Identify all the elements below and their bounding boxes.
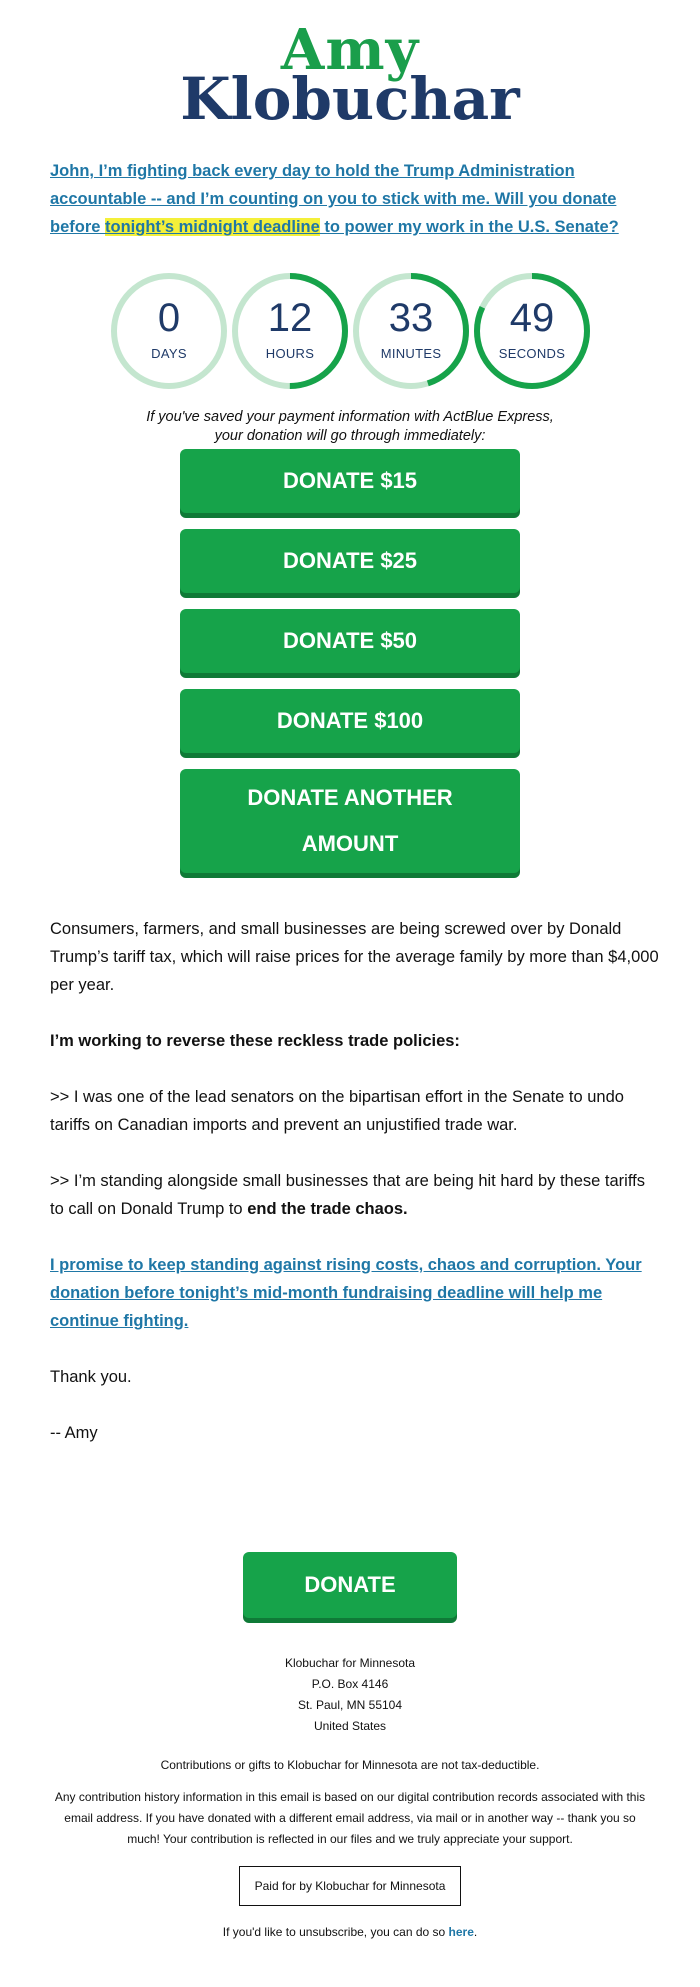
donate-button-label: DONATE xyxy=(304,1572,396,1597)
intro-text-1: John, I’m fighting back every day to hold the Trump Administration accountable -- and I’m counting on you to stick with me. Will you donate before xyxy=(50,162,617,236)
countdown-timer xyxy=(110,272,590,390)
actblue-express-note xyxy=(0,408,700,446)
countdown-days-label: DAYS xyxy=(151,346,187,361)
donate-15-button[interactable] xyxy=(180,449,520,513)
donate-50-button[interactable] xyxy=(180,609,520,673)
unsubscribe-link[interactable]: here xyxy=(448,1925,474,1939)
footer-org: Klobuchar for Minnesota xyxy=(284,1656,416,1670)
klobuchar-logo[interactable] xyxy=(0,17,700,133)
body-paragraph-2-wrap xyxy=(50,1027,660,1055)
intro-paragraph xyxy=(50,157,660,241)
donate-100-label: DONATE $100 xyxy=(276,708,424,733)
body-paragraph-4 xyxy=(50,1167,660,1223)
logo-last-name: Klobuchar xyxy=(180,65,520,133)
footer-tax-note: Contributions or gifts to Klobuchar for Minnesota are not tax-deductible. xyxy=(160,1758,540,1772)
thank-you-text: Thank you. xyxy=(50,1368,132,1386)
unsubscribe-line xyxy=(50,1922,650,1943)
body-paragraph-2: I’m working to reverse these reckless trade policies: xyxy=(50,1032,460,1050)
countdown-seconds-label: SECONDS xyxy=(498,346,566,361)
body-paragraph-4-bold: end the trade chaos. xyxy=(247,1200,408,1218)
footer-country: United States xyxy=(313,1719,387,1733)
countdown-hours-value: 12 xyxy=(267,296,313,340)
note-line-1: If you've saved your payment information with ActBlue Express, xyxy=(146,409,554,425)
footer-address xyxy=(50,1653,650,1737)
donate-100-button[interactable] xyxy=(180,689,520,753)
body-donate-link[interactable]: I promise to keep standing against rising costs, chaos and corruption. Your donation before tonight’s mid-month fundraising deadline will help me continue fighting. xyxy=(50,1256,642,1330)
footer-history-note: Any contribution history information in this email is based on our digital contribution records associated with this email address. If you have donated with a different email address, via mail or in another way -- thank you so much! Your contribution is reflected in our files and we truly appreciate your support. xyxy=(54,1790,646,1846)
countdown-seconds xyxy=(473,272,591,390)
intro-link[interactable] xyxy=(50,162,619,236)
logo-first-name: Amy xyxy=(280,17,420,83)
countdown-seconds-value: 49 xyxy=(509,296,555,340)
intro-text-2: to power my work in the U.S. Senate? xyxy=(319,218,619,236)
deadline-highlight: tonight’s midnight deadline xyxy=(105,218,320,236)
countdown-hours xyxy=(231,272,349,390)
unsubscribe-text: If you'd like to unsubscribe, you can do so xyxy=(222,1925,449,1939)
footer-city: St. Paul, MN 55104 xyxy=(297,1698,403,1712)
donate-25-button[interactable] xyxy=(180,529,520,593)
countdown-days xyxy=(110,272,228,390)
paid-for-text: Paid for by Klobuchar for Minnesota xyxy=(254,1879,446,1893)
body-paragraph-1: Consumers, farmers, and small businesses are being screwed over by Donald Trump’s tariff tax, which will raise prices for the average family by more than $4,000 per year. xyxy=(50,920,659,994)
donate-button[interactable] xyxy=(243,1552,457,1618)
countdown-days-value: 0 xyxy=(157,296,181,340)
footer-po-box: P.O. Box 4146 xyxy=(311,1677,389,1691)
unsubscribe-end: . xyxy=(473,1925,478,1939)
body-paragraph-5 xyxy=(50,1251,660,1335)
paid-for-disclaimer xyxy=(239,1866,461,1906)
body-paragraph-3: >> I was one of the lead senators on the bipartisan effort in the Senate to undo tariffs on Canadian imports and prevent an unjustified trade war. xyxy=(50,1088,624,1134)
donate-15-label: DONATE $15 xyxy=(282,468,418,493)
body-paragraph-4-text: >> I’m standing alongside small businesses that are being hit hard by these tariffs to call on Donald Trump to xyxy=(50,1172,645,1218)
donate-other-amount-button[interactable] xyxy=(180,769,520,873)
countdown-minutes xyxy=(352,272,470,390)
signoff-text: -- Amy xyxy=(50,1424,98,1442)
donate-50-label: DONATE $50 xyxy=(282,628,418,653)
donate-other-label-2: AMOUNT xyxy=(301,831,399,856)
countdown-hours-label: HOURS xyxy=(265,346,315,361)
countdown-minutes-label: MINUTES xyxy=(380,346,442,361)
countdown-minutes-value: 33 xyxy=(388,296,434,340)
donate-other-label-1: DONATE ANOTHER xyxy=(247,785,453,810)
donate-25-label: DONATE $25 xyxy=(282,548,418,573)
note-line-2: your donation will go through immediately: xyxy=(214,428,486,444)
